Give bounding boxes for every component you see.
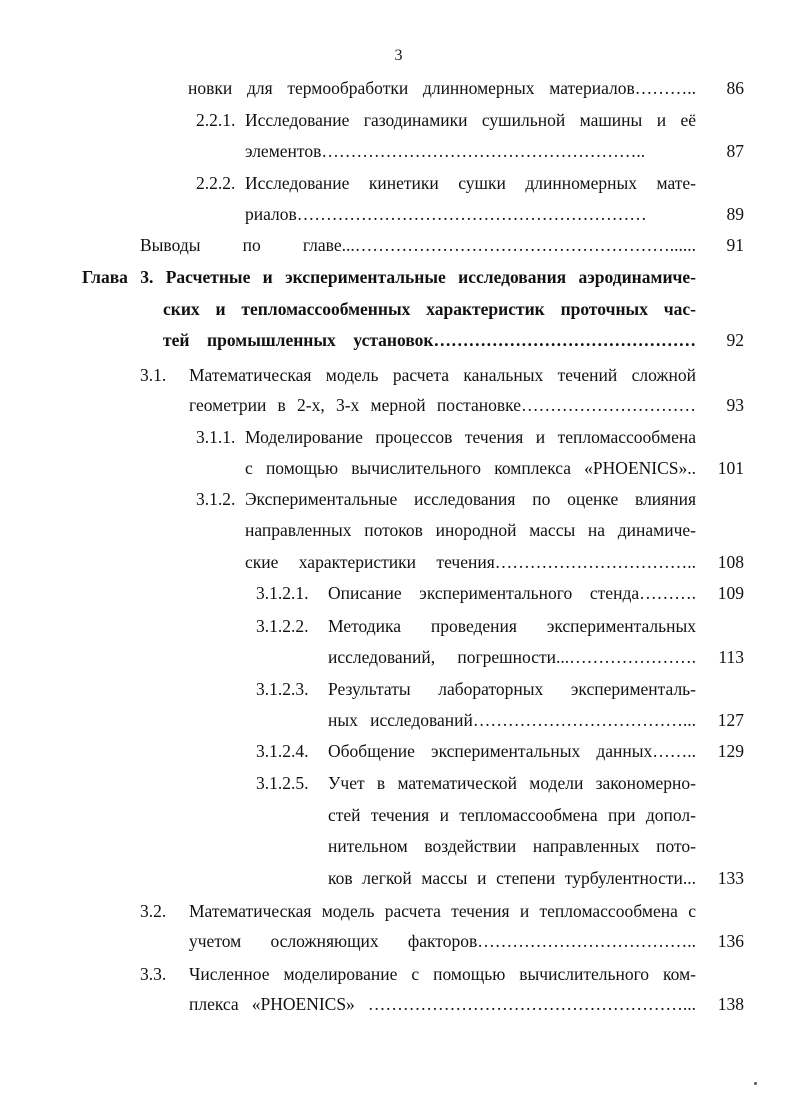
toc-entry-line: Математическая модель расчета канальных течений сложной [189, 365, 696, 385]
toc-page-number: 101 [717, 458, 744, 478]
toc-entry-line: Описание экспериментального стенда………. [328, 583, 696, 603]
toc-page-number: 127 [717, 710, 744, 730]
section-number: 3.1.2. [196, 489, 236, 509]
section-number: 3.1.2.3. [256, 679, 309, 699]
chapter-heading-line: Глава 3. Расчетные и экспериментальные исследования аэродинамиче- [82, 267, 696, 287]
toc-entry-line: нительном воздействии направленных пото- [328, 836, 696, 856]
toc-page-number: 129 [717, 741, 744, 761]
toc-page-number: 108 [717, 552, 744, 572]
toc-page-number: 91 [726, 235, 744, 255]
section-number: 3.1.1. [196, 427, 236, 447]
toc-entry-line: Численное моделирование с помощью вычислительного ком- [189, 964, 696, 984]
toc-entry-line: ские характеристики течения…………………………….. [245, 552, 696, 572]
toc-entry-line: учетом осложняющих факторов……………………………….. [189, 931, 696, 951]
scan-speck [754, 1082, 757, 1085]
toc-entry-line: Выводы по главе...………………………………………………...... [140, 235, 696, 255]
toc-entry-line: Моделирование процессов течения и тепломассообмена [245, 427, 696, 447]
toc-entry-line: Методика проведения экспериментальных [328, 616, 696, 636]
toc-entry-line: новки для термообработки длинномерных материалов……….. [188, 78, 696, 98]
section-number: 3.2. [140, 901, 167, 921]
section-number: 2.2.2. [196, 173, 236, 193]
section-number: 3.1. [140, 365, 167, 385]
toc-page-number: 136 [717, 931, 744, 951]
toc-entry-line: плекса «PHOENICS» ………………………………………………... [189, 994, 696, 1014]
toc-entry-line: исследований, погрешности...…………………. [328, 647, 696, 667]
toc-entry-line: Математическая модель расчета течения и тепломассообмена с [189, 901, 696, 921]
toc-entry-line: Учет в математической модели закономерно- [328, 773, 696, 793]
toc-page-number: 109 [717, 583, 744, 603]
toc-page-number: 92 [726, 330, 744, 350]
page-number: 3 [394, 47, 403, 64]
toc-page-number: 133 [717, 868, 744, 888]
toc-entry-line: с помощью вычислительного комплекса «PHOENICS».. [245, 458, 696, 478]
toc-entry-line: Исследование газодинамики сушильной машины и её [245, 110, 696, 130]
chapter-heading-line: тей промышленных установок……………………………………… [163, 330, 696, 350]
toc-entry-line: риалов…………………………………………………… [245, 204, 647, 224]
toc-page-number: 86 [726, 78, 744, 98]
toc-entry-line: ков легкой массы и степени турбулентности... [328, 868, 696, 888]
toc-entry-line: Результаты лабораторных эксперименталь- [328, 679, 696, 699]
toc-entry-line: ных исследований………………………………... [328, 710, 696, 730]
toc-entry-line: Исследование кинетики сушки длинномерных мате- [245, 173, 696, 193]
section-number: 3.1.2.4. [256, 741, 309, 761]
toc-entry-line: стей течения и тепломассообмена при допол- [328, 805, 696, 825]
section-number: 3.1.2.5. [256, 773, 309, 793]
toc-page-number: 89 [726, 204, 744, 224]
section-number: 3.1.2.1. [256, 583, 309, 603]
toc-entry-line: геометрии в 2-х, 3-х мерной постановке………………………… [189, 395, 696, 415]
section-number: 2.2.1. [196, 110, 236, 130]
section-number: 3.3. [140, 964, 167, 984]
section-number: 3.1.2.2. [256, 616, 309, 636]
toc-entry-line: Экспериментальные исследования по оценке влияния [245, 489, 696, 509]
toc-page-number: 93 [726, 395, 744, 415]
toc-page-number: 113 [718, 647, 744, 667]
toc-entry-line: направленных потоков инородной массы на динамиче- [245, 520, 696, 540]
toc-page-number: 87 [726, 141, 744, 161]
toc-entry-line: Обобщение экспериментальных данных…….. [328, 741, 696, 761]
chapter-heading-line: ских и тепломассообменных характеристик проточных час- [163, 299, 696, 319]
toc-entry-line: элементов……………………………………………….. [245, 141, 646, 161]
toc-page-number: 138 [717, 994, 744, 1014]
